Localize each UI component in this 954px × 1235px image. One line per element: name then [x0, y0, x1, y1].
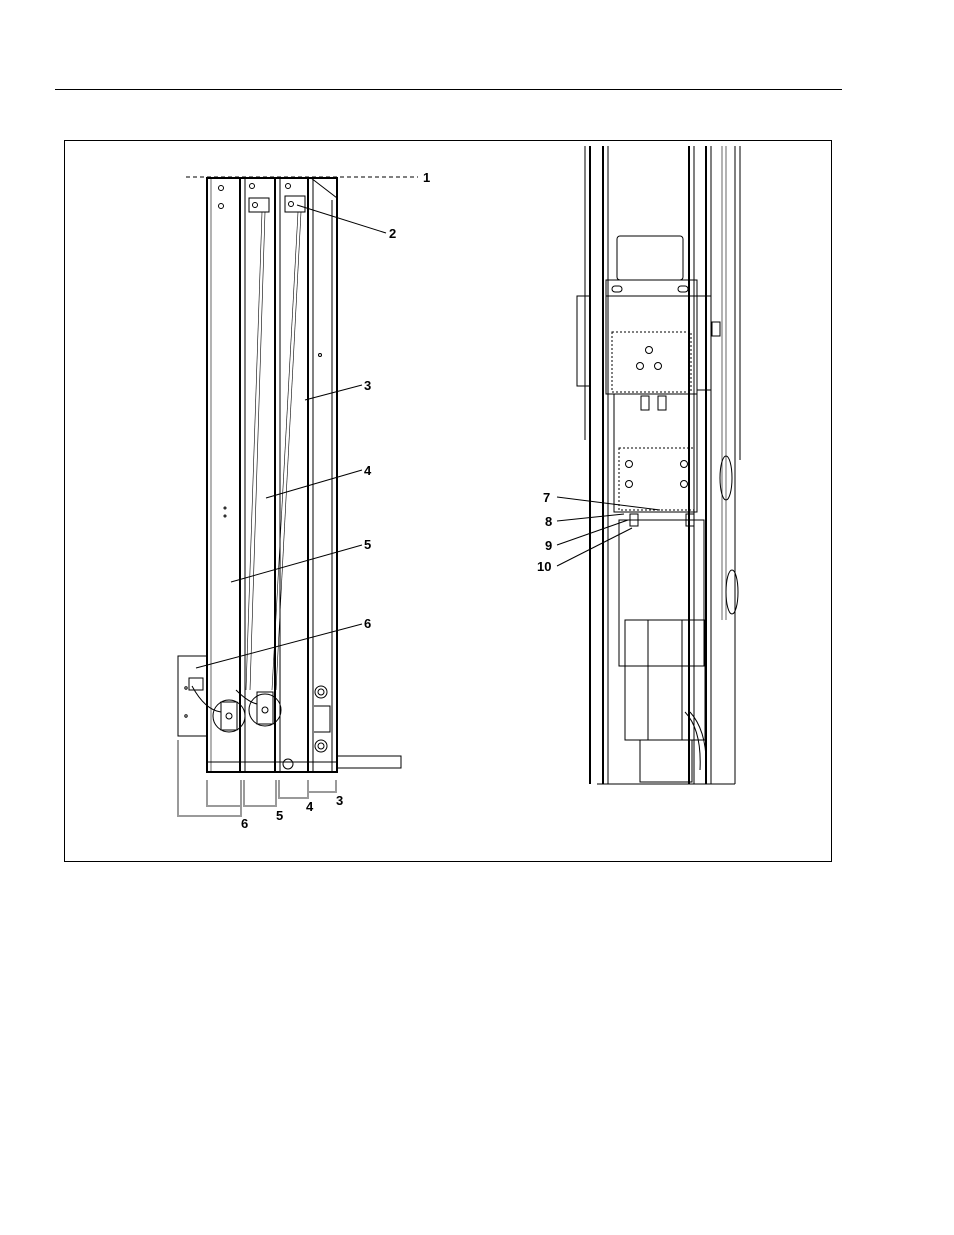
right-mast-view	[577, 146, 740, 784]
callout-7: 7	[543, 490, 551, 505]
callout-6: 6	[364, 616, 372, 631]
bracket-label-6: 6	[241, 816, 249, 831]
callout-9: 9	[545, 538, 553, 553]
callout-2: 2	[389, 226, 397, 241]
left-mast-view	[178, 177, 418, 772]
callout-10: 10	[537, 559, 552, 574]
callout-1: 1	[423, 170, 431, 185]
callout-labels	[241, 170, 552, 831]
bracket-label-5: 5	[276, 808, 284, 823]
callout-3: 3	[364, 378, 372, 393]
bracket-label-4: 4	[306, 799, 314, 814]
callout-4: 4	[364, 463, 372, 478]
bracket-label-3: 3	[336, 793, 344, 808]
callout-8: 8	[545, 514, 553, 529]
callout-5: 5	[364, 537, 372, 552]
left-leaders	[196, 205, 386, 668]
